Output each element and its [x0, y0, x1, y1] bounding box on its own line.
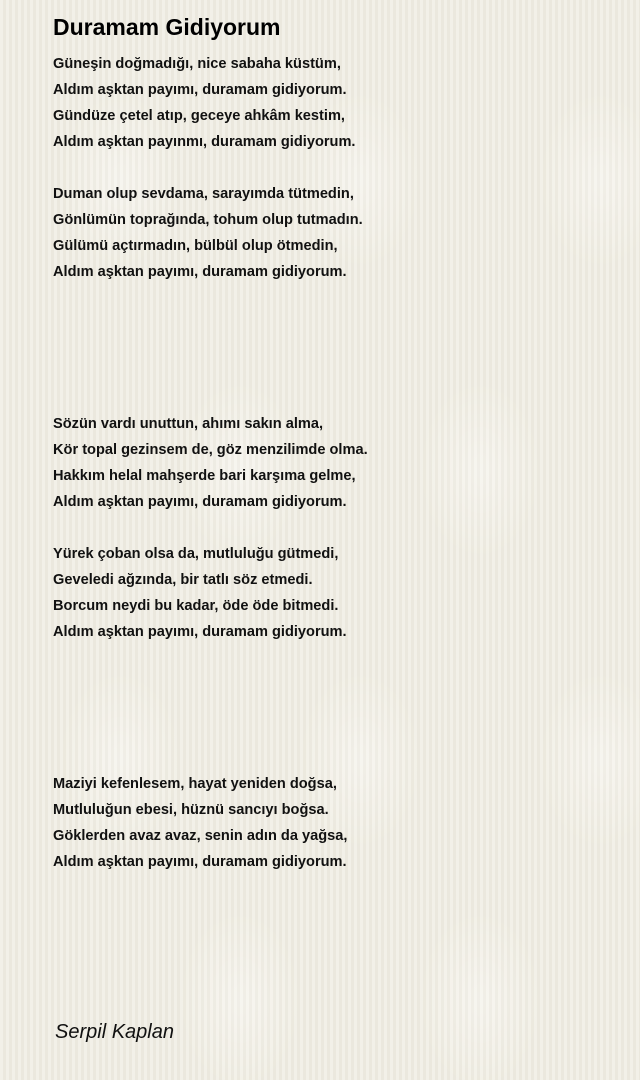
poem-title: Duramam Gidiyorum — [53, 14, 281, 40]
poem-line: Maziyi kefenlesem, hayat yeniden doğsa, — [53, 776, 337, 792]
stanza-2 — [53, 181, 363, 285]
poem-line: Aldım aşktan payımı, duramam gidiyorum. — [53, 624, 347, 640]
poem-line: Geveledi ağzında, bir tatlı söz etmedi. — [53, 572, 313, 588]
poem-line: Aldım aşktan payımı, duramam gidiyorum. — [53, 82, 347, 98]
poem-line: Gönlümün toprağında, tohum olup tutmadın. — [53, 212, 363, 228]
poem-line: Göklerden avaz avaz, senin adın da yağsa, — [53, 828, 348, 844]
poem-line: Duman olup sevdama, sarayımda tütmedin, — [53, 186, 354, 202]
poem-line: Gündüze çetel atıp, geceye ahkâm kestim, — [53, 108, 345, 124]
stanza-4 — [53, 541, 347, 645]
poem-line: Aldım aşktan payımı, duramam gidiyorum. — [53, 494, 347, 510]
poem-line: Aldım aşktan payımı, duramam gidiyorum. — [53, 854, 347, 870]
poem-line: Aldım aşktan payımı, duramam gidiyorum. — [53, 264, 347, 280]
poem-line: Yürek çoban olsa da, mutluluğu gütmedi, — [53, 546, 339, 562]
poem-line: Gülümü açtırmadın, bülbül olup ötmedin, — [53, 238, 338, 254]
poem-line: Güneşin doğmadığı, nice sabaha küstüm, — [53, 56, 341, 72]
stanza-3 — [53, 411, 368, 515]
poem-line: Aldım aşktan payınmı, duramam gidiyorum. — [53, 134, 356, 150]
poem-line: Mutluluğun ebesi, hüznü sancıyı boğsa. — [53, 802, 329, 818]
poem-line: Kör topal gezinsem de, göz menzilimde olma. — [53, 442, 368, 458]
poem-line: Borcum neydi bu kadar, öde öde bitmedi. — [53, 598, 339, 614]
poem-author: Serpil Kaplan — [55, 1021, 174, 1043]
poem-line: Hakkım helal mahşerde bari karşıma gelme, — [53, 468, 356, 484]
poem-line: Sözün vardı unuttun, ahımı sakın alma, — [53, 416, 324, 432]
stanza-5 — [53, 771, 347, 875]
stanza-1 — [53, 51, 356, 155]
